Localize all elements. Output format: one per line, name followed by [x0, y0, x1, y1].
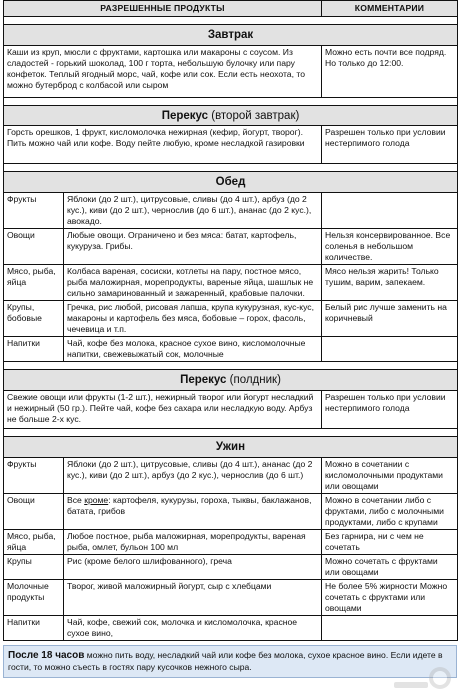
table-row	[4, 493, 458, 529]
comment-cell: Нельзя консервированное. Все соленья в небольшом количестве.	[322, 229, 458, 265]
section-title: Обед	[4, 172, 458, 193]
category-cell: Крупы, бобовые	[4, 301, 64, 337]
category-cell: Крупы	[4, 554, 64, 579]
products-cell: Чай, кофе, свежий сок, молочка и кисломолочка, красное сухое вино,	[64, 615, 322, 640]
watermark-logo-icon	[392, 664, 454, 694]
section-breakfast-title-row	[4, 25, 458, 46]
snack1-text: Горсть орешков, 1 фрукт, кисломолочка нежирная (кефир, йогурт, творог). Пить можно чай или кофе. Воду пейте любую, кроме несладкой газировки	[4, 126, 322, 164]
section-subtitle: (полдник)	[229, 374, 281, 387]
comment-cell	[322, 615, 458, 640]
table-row	[4, 554, 458, 579]
snack1-comment: Разрешен только при условии нестерпимого голода	[322, 126, 458, 164]
snack1-row	[4, 126, 458, 164]
comment-cell: Можно в сочетании с кисломолочными продуктами или овощами	[322, 457, 458, 493]
category-cell: Напитки	[4, 615, 64, 640]
products-cell	[64, 493, 322, 529]
table-header-row	[4, 1, 458, 17]
table-row	[4, 265, 458, 301]
category-cell: Фрукты	[4, 193, 64, 229]
category-cell: Фрукты	[4, 457, 64, 493]
header-comments: КОММЕНТАРИИ	[322, 1, 458, 17]
breakfast-comment: Можно есть почти все подряд. Но только до 12:00.	[322, 45, 458, 97]
footer-text: можно пить воду, несладкий чай или кофе без молока, сухое красное вино. Если идете в гости, то можно съесть в гостях пару кусочков нежного сыра.	[8, 649, 443, 673]
spacer	[4, 97, 458, 105]
snack2-row	[4, 390, 458, 428]
table-row	[4, 615, 458, 640]
table-row	[4, 337, 458, 362]
category-cell: Молочные продукты	[4, 579, 64, 615]
spacer	[4, 428, 458, 436]
diet-table-page	[3, 0, 457, 678]
comment-cell	[322, 337, 458, 362]
products-underlined-word: кроме	[84, 494, 109, 505]
diet-table	[3, 0, 458, 641]
section-subtitle: (второй завтрак)	[211, 109, 300, 122]
table-row	[4, 529, 458, 554]
products-cell: Яблоки (до 2 шт.), цитрусовые, сливы (до 4 шт.), ананас (до 2 кус.), киви (до 2 шт.), арбуз (до 2 кус.), чернослив (до 6 шт.)	[64, 457, 322, 493]
products-cell: Яблоки (до 2 шт.), цитрусовые, сливы (до 4 шт.), арбуз (до 2 кус.), киви (до 2 шт.), чернослив (до 6 шт.), ананас (до 2 кус.), авокадо.	[64, 193, 322, 229]
breakfast-row	[4, 45, 458, 97]
category-cell: Напитки	[4, 337, 64, 362]
section-lunch-title-row	[4, 172, 458, 193]
products-text: : картофеля, кукурузы, гороха, тыквы, баклажанов, батата, грибов	[67, 494, 312, 516]
products-cell: Творог, живой маложирный йогурт, сыр с хлебцами	[64, 579, 322, 615]
table-row	[4, 579, 458, 615]
spacer	[4, 17, 458, 25]
snack2-text: Свежие овощи или фрукты (1-2 шт.), нежирный творог или йогурт несладкий и нежирный (50 гр.). Пейте чай, кофе без сахара или несладкую воду. Арбуз не больше 2-х кус.	[4, 390, 322, 428]
section-snack1-title-row	[4, 105, 458, 126]
section-title	[4, 105, 458, 126]
comment-cell: Можно в сочетании либо с фруктами, либо с молочными продуктами, либо с крупами	[322, 493, 458, 529]
spacer	[4, 164, 458, 172]
products-text: Все	[67, 494, 85, 505]
snack2-comment: Разрешен только при условии нестерпимого голода	[322, 390, 458, 428]
table-row	[4, 457, 458, 493]
comment-cell	[322, 193, 458, 229]
comment-cell: Белый рис лучше заменить на коричневый	[322, 301, 458, 337]
comment-cell: Мясо нельзя жарить! Только тушим, варим, запекаем.	[322, 265, 458, 301]
comment-cell: Не более 5% жирности Можно сочетать с фруктами или овощами	[322, 579, 458, 615]
table-row	[4, 301, 458, 337]
category-cell: Овощи	[4, 493, 64, 529]
category-cell: Мясо, рыба, яйца	[4, 265, 64, 301]
table-row	[4, 229, 458, 265]
products-cell: Гречка, рис любой, рисовая лапша, крупа кукурузная, кус-кус, макароны и картофель без мяса, бобовые – горох, фасоль, чечевица и т.п.	[64, 301, 322, 337]
section-snack2-title-row	[4, 370, 458, 391]
products-cell: Любое постное, рыба маложирная, морепродукты, вареная рыба, омлет, бульон 100 мл	[64, 529, 322, 554]
footer-bold: После 18 часов	[8, 649, 85, 661]
section-title: Завтрак	[4, 25, 458, 46]
footer-note	[3, 645, 457, 678]
header-allowed-products: РАЗРЕШЕННЫЕ ПРОДУКТЫ	[4, 1, 322, 17]
section-title-main: Перекус	[180, 374, 227, 387]
products-cell: Чай, кофе без молока, красное сухое вино, кисломолочные напитки, свежевыжатый сок, молочные	[64, 337, 322, 362]
category-cell: Овощи	[4, 229, 64, 265]
comment-cell: Можно сочетать с фруктами или овощами	[322, 554, 458, 579]
products-cell: Рис (кроме белого шлифованного), греча	[64, 554, 322, 579]
comment-cell: Без гарнира, ни с чем не сочетать	[322, 529, 458, 554]
spacer	[4, 362, 458, 370]
products-cell: Любые овощи. Ограничено и без мяса: батат, картофель, кукуруза. Грибы.	[64, 229, 322, 265]
section-title: Ужин	[4, 436, 458, 457]
table-row	[4, 193, 458, 229]
section-title	[4, 370, 458, 391]
section-title-main: Перекус	[161, 109, 209, 122]
category-cell: Мясо, рыба, яйца	[4, 529, 64, 554]
section-dinner-title-row	[4, 436, 458, 457]
breakfast-text: Каши из круп, мюсли с фруктами, картошка или макароны с соусом. Из сладостей - горький шоколад, 100 г торта, небольшую булочку или пару конфеток. Теплый ягодный морс, чай, кофе или сок. Если есть неохота, то можно бутерброд с колбасой или сыром	[4, 45, 322, 97]
products-cell: Колбаса вареная, сосиски, котлеты на пару, постное мясо, рыба маложирная, морепродукты, вареные яйца, шашлык не сильно замаринованный и зажаренный, крабовые палочки.	[64, 265, 322, 301]
